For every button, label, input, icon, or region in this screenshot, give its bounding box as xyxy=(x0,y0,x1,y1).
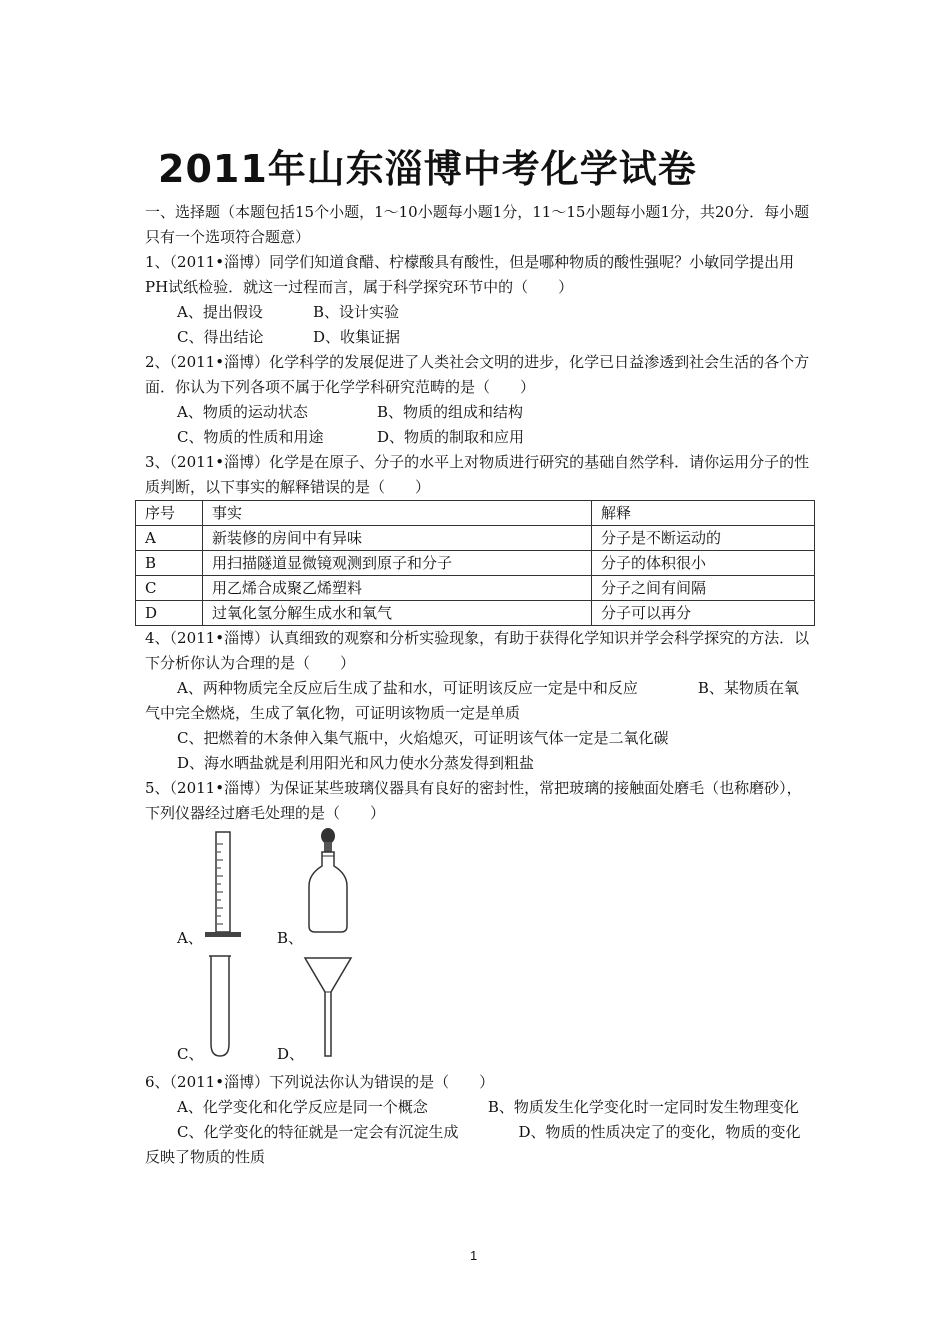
test-tube-image xyxy=(205,954,235,1060)
option-a-label: A、 xyxy=(177,929,203,947)
question-2-stem: 2、（2011•淄博）化学科学的发展促进了人类社会文明的进步，化学已日益渗透到社会生活的各个方面．你认为下列各项不属于化学学科研究范畴的是（ ） xyxy=(145,353,810,396)
question-4-stem: 4、（2011•淄博）认真细致的观察和分析实验现象，有助于获得化学知识并学会科学探究的方法．以下分析你认为合理的是（ ） xyxy=(145,629,810,672)
question-3-stem: 3、（2011•淄博）化学是在原子、分子的水平上对物质进行研究的基础自然学科．请你运用分子的性质判断，以下事实的解释错误的是（ ） xyxy=(145,453,810,496)
table-row xyxy=(136,551,815,576)
option-d: D、收集证据 xyxy=(313,328,401,346)
table-cell: B xyxy=(136,551,203,576)
option-c: C、得出结论 xyxy=(177,328,264,346)
funnel-image xyxy=(303,956,353,1060)
table-header-row xyxy=(136,501,815,526)
option-b: B、物质的组成和结构 xyxy=(377,403,524,421)
figure-row-cd xyxy=(145,950,810,1070)
question-4-option-c: C、把燃着的木条伸入集气瓶中，火焰熄灭，可证明该气体一定是二氧化碳 xyxy=(177,729,669,747)
table-cell: A xyxy=(136,526,203,551)
reagent-bottle-image xyxy=(303,826,353,938)
table-cell: 过氧化氢分解生成水和氧气 xyxy=(203,601,592,626)
table-cell: 分子可以再分 xyxy=(592,601,815,626)
option-a: A、提出假设 xyxy=(177,303,263,321)
option-b: B、设计实验 xyxy=(313,303,400,321)
table-header: 序号 xyxy=(136,501,203,526)
question-2-options-cd xyxy=(145,425,810,450)
option-b-label: B、 xyxy=(277,929,304,947)
section-header: 一、选择题（本题包括15个小题，1～10小题每小题1分，11～15小题每小题1分，共20分．每小题只有一个选项符合题意） xyxy=(145,203,810,246)
table-cell: 用扫描隧道显微镜观测到原子和分子 xyxy=(203,551,592,576)
page-title: 2011年山东淄博中考化学试卷 xyxy=(158,147,697,191)
exam-content xyxy=(145,200,810,1170)
question-1-options-cd xyxy=(145,325,810,350)
table-cell: 分子的体积很小 xyxy=(592,551,815,576)
question-6-options-cd: C、化学变化的特征就是一定会有沉淀生成 D、物质的性质决定了的变化，物质的变化反映了物质的性质 xyxy=(145,1123,801,1166)
table-row xyxy=(136,526,815,551)
figure-row-ab xyxy=(145,826,810,950)
option-d-label: D、 xyxy=(277,1045,305,1063)
option-c: C、物质的性质和用途 xyxy=(177,428,324,446)
table-cell: D xyxy=(136,601,203,626)
table-cell: C xyxy=(136,576,203,601)
facts-table xyxy=(135,500,815,626)
question-4-option-d: D、海水晒盐就是利用阳光和风力使水分蒸发得到粗盐 xyxy=(177,754,535,772)
table-row xyxy=(136,576,815,601)
question-1-options-ab xyxy=(145,300,810,325)
table-cell: 用乙烯合成聚乙烯塑料 xyxy=(203,576,592,601)
question-1-stem: 1、（2011•淄博）同学们知道食醋、柠檬酸具有酸性，但是哪种物质的酸性强呢？小敏同学提出用PH试纸检验．就这一过程而言，属于科学探究环节中的（ ） xyxy=(145,253,795,296)
table-cell: 新装修的房间中有异味 xyxy=(203,526,592,551)
question-5-stem: 5、（2011•淄博）为保证某些玻璃仪器具有良好的密封性，常把玻璃的接触面处磨毛（也称磨砂），下列仪器经过磨毛处理的是（ ） xyxy=(145,779,802,822)
graduated-cylinder-image xyxy=(203,830,243,940)
table-header: 事实 xyxy=(203,501,592,526)
table-cell: 分子之间有间隔 xyxy=(592,576,815,601)
option-a: A、物质的运动状态 xyxy=(177,403,308,421)
question-6-options-ab: A、化学变化和化学反应是同一个概念 B、物质发生化学变化时一定同时发生物理变化 xyxy=(177,1098,799,1116)
option-c-label: C、 xyxy=(177,1045,204,1063)
table-row xyxy=(136,601,815,626)
page-number: 1 xyxy=(470,1248,478,1263)
table-cell: 分子是不断运动的 xyxy=(592,526,815,551)
table-header: 解释 xyxy=(592,501,815,526)
question-4-options-ab: A、两种物质完全反应后生成了盐和水，可证明该反应一定是中和反应 B、某物质在氧气中完全燃烧，生成了氧化物，可证明该物质一定是单质 xyxy=(145,679,799,722)
option-d: D、物质的制取和应用 xyxy=(377,428,525,446)
question-2-options-ab xyxy=(145,400,810,425)
question-6-stem: 6、（2011•淄博）下列说法你认为错误的是（ ） xyxy=(145,1073,495,1091)
